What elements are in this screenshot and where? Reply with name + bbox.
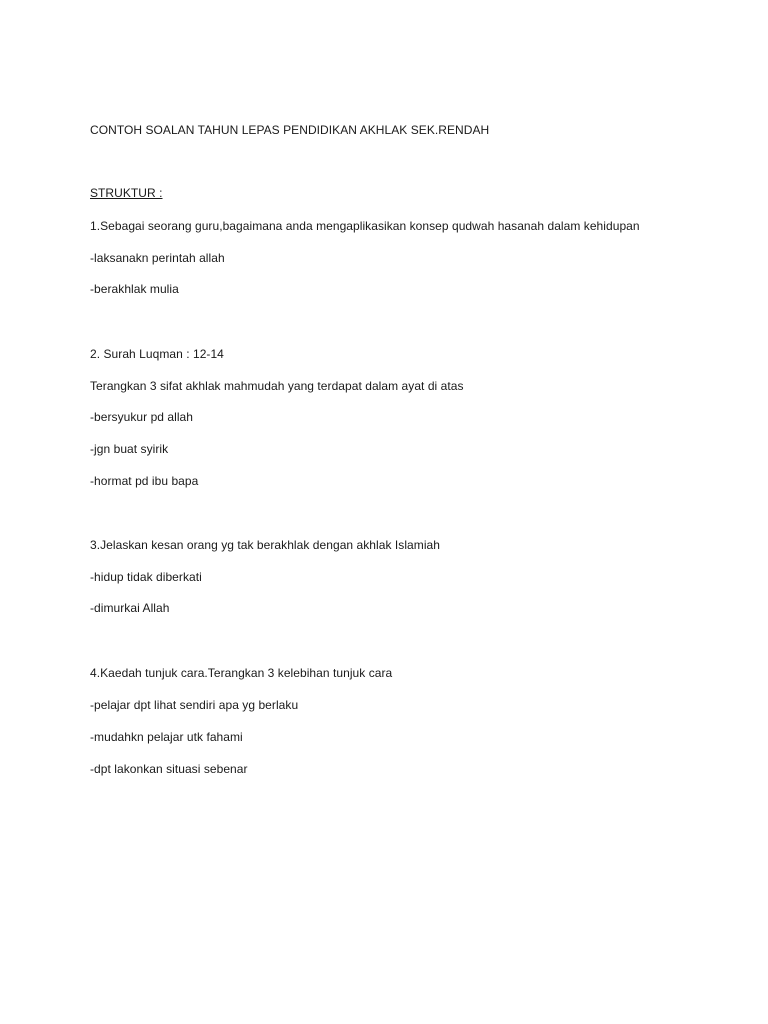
question-2-reference: 2. Surah Luqman : 12-14 <box>90 347 224 361</box>
answer-3-2: -dimurkai Allah <box>90 601 170 615</box>
answer-1-1: -laksanakn perintah allah <box>90 251 225 265</box>
question-4: 4.Kaedah tunjuk cara.Terangkan 3 kelebihan tunjuk cara <box>90 666 393 680</box>
answer-2-1: -bersyukur pd allah <box>90 410 194 424</box>
question-3: 3.Jelaskan kesan orang yg tak berakhlak dengan akhlak Islamiah <box>90 538 440 552</box>
document-title: CONTOH SOALAN TAHUN LEPAS PENDIDIKAN AKHLAK SEK.RENDAH <box>90 123 490 137</box>
answer-2-3: -hormat pd ibu bapa <box>90 474 199 488</box>
answer-3-1: -hidup tidak diberkati <box>90 570 202 584</box>
answer-2-2: -jgn buat syirik <box>90 442 169 456</box>
section-heading: STRUKTUR : <box>90 186 163 200</box>
answer-4-3: -dpt lakonkan situasi sebenar <box>90 762 248 776</box>
answer-4-2: -mudahkn pelajar utk fahami <box>90 730 243 744</box>
answer-4-1: -pelajar dpt lihat sendiri apa yg berlaku <box>90 698 299 712</box>
answer-1-2: -berakhlak mulia <box>90 282 179 296</box>
question-1: 1.Sebagai seorang guru,bagaimana anda mengaplikasikan konsep qudwah hasanah dalam kehidupan <box>90 219 640 233</box>
question-2: Terangkan 3 sifat akhlak mahmudah yang terdapat dalam ayat di atas <box>90 379 464 393</box>
